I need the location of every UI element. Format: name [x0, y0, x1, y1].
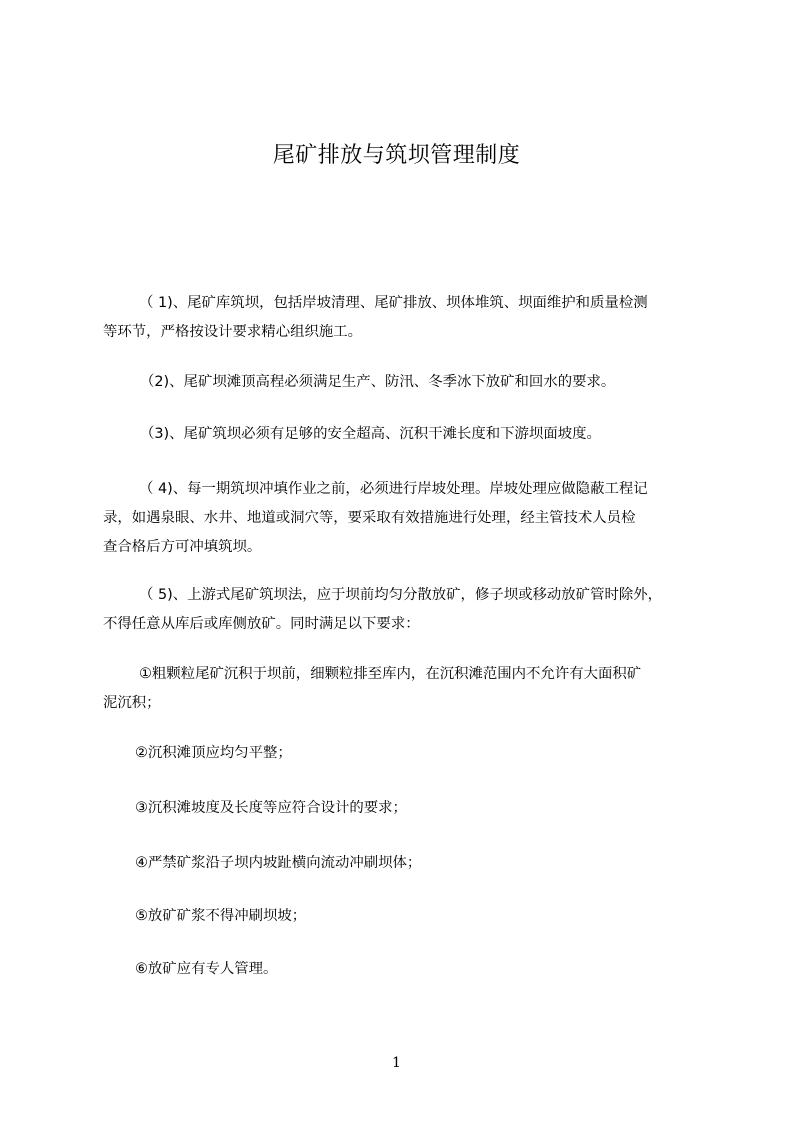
paragraph-10: [135, 902, 735, 931]
paragraph-9-line-1: ④严禁矿浆沿子坝内坡趾横向流动冲刷坝体；: [135, 855, 422, 871]
paragraph-8-line-1: ③沉积滩坡度及长度等应符合设计的要求；: [135, 800, 407, 816]
paragraph-3-line-1: （3)、尾矿筑坝必须有足够的安全超高、沉积干滩长度和下游坝面坡度。: [140, 426, 601, 442]
paragraph-9: [135, 849, 735, 878]
page-number: 1: [392, 1055, 401, 1071]
paragraph-6-line-1: ①粗颗粒尾矿沉积于坝前，细颗粒排至库内，在沉积滩范围内不允许有大面积矿: [139, 666, 642, 682]
paragraph-4-line-3: 查合格后方可冲填筑坝。: [103, 539, 262, 555]
paragraph-2: [140, 368, 740, 397]
paragraph-7: [135, 739, 735, 768]
paragraph-11-line-1: ⑥放矿应有专人管理。: [135, 961, 278, 977]
paragraph-1-line-1: （ 1)、尾矿库筑坝，包括岸坡清理、尾矿排放、坝体堆筑、坝面维护和质量检测: [139, 295, 648, 311]
paragraph-2-line-1: （2)、尾矿坝滩顶高程必须满足生产、防汛、冬季冰下放矿和回水的要求。: [140, 374, 616, 390]
paragraph-1: [103, 289, 703, 347]
paragraph-10-line-1: ⑤放矿矿浆不得冲刷坝坡；: [135, 908, 307, 924]
paragraph-8: [135, 794, 735, 823]
paragraph-1-line-2: 等环节，严格按设计要求精心组织施工。: [103, 324, 363, 340]
paragraph-6-line-2: 泥沉积；: [103, 695, 161, 711]
document-title: 尾矿排放与筑坝管理制度: [272, 143, 521, 168]
paragraph-5-line-1: （ 5)、上游式尾矿筑坝法，应于坝前均匀分散放矿，修子坝或移动放矿管时除外，: [139, 587, 663, 603]
paragraph-11: [135, 955, 735, 984]
paragraph-4-line-2: 录，如遇泉眼、水井、地道或洞穴等，要采取有效措施进行处理，经主管技术人员检: [103, 510, 636, 526]
paragraph-4: [103, 475, 703, 562]
paragraph-3: [140, 420, 740, 449]
paragraph-5: [103, 581, 703, 639]
paragraph-4-line-1: （ 4)、每一期筑坝冲填作业之前，必须进行岸坡处理。岸坡处理应做隐蔽工程记: [139, 481, 648, 497]
paragraph-5-line-2: 不得任意从库后或库侧放矿。同时满足以下要求：: [103, 616, 420, 632]
paragraph-6: [103, 660, 703, 718]
paragraph-7-line-1: ②沉积滩顶应均匀平整；: [135, 745, 292, 761]
